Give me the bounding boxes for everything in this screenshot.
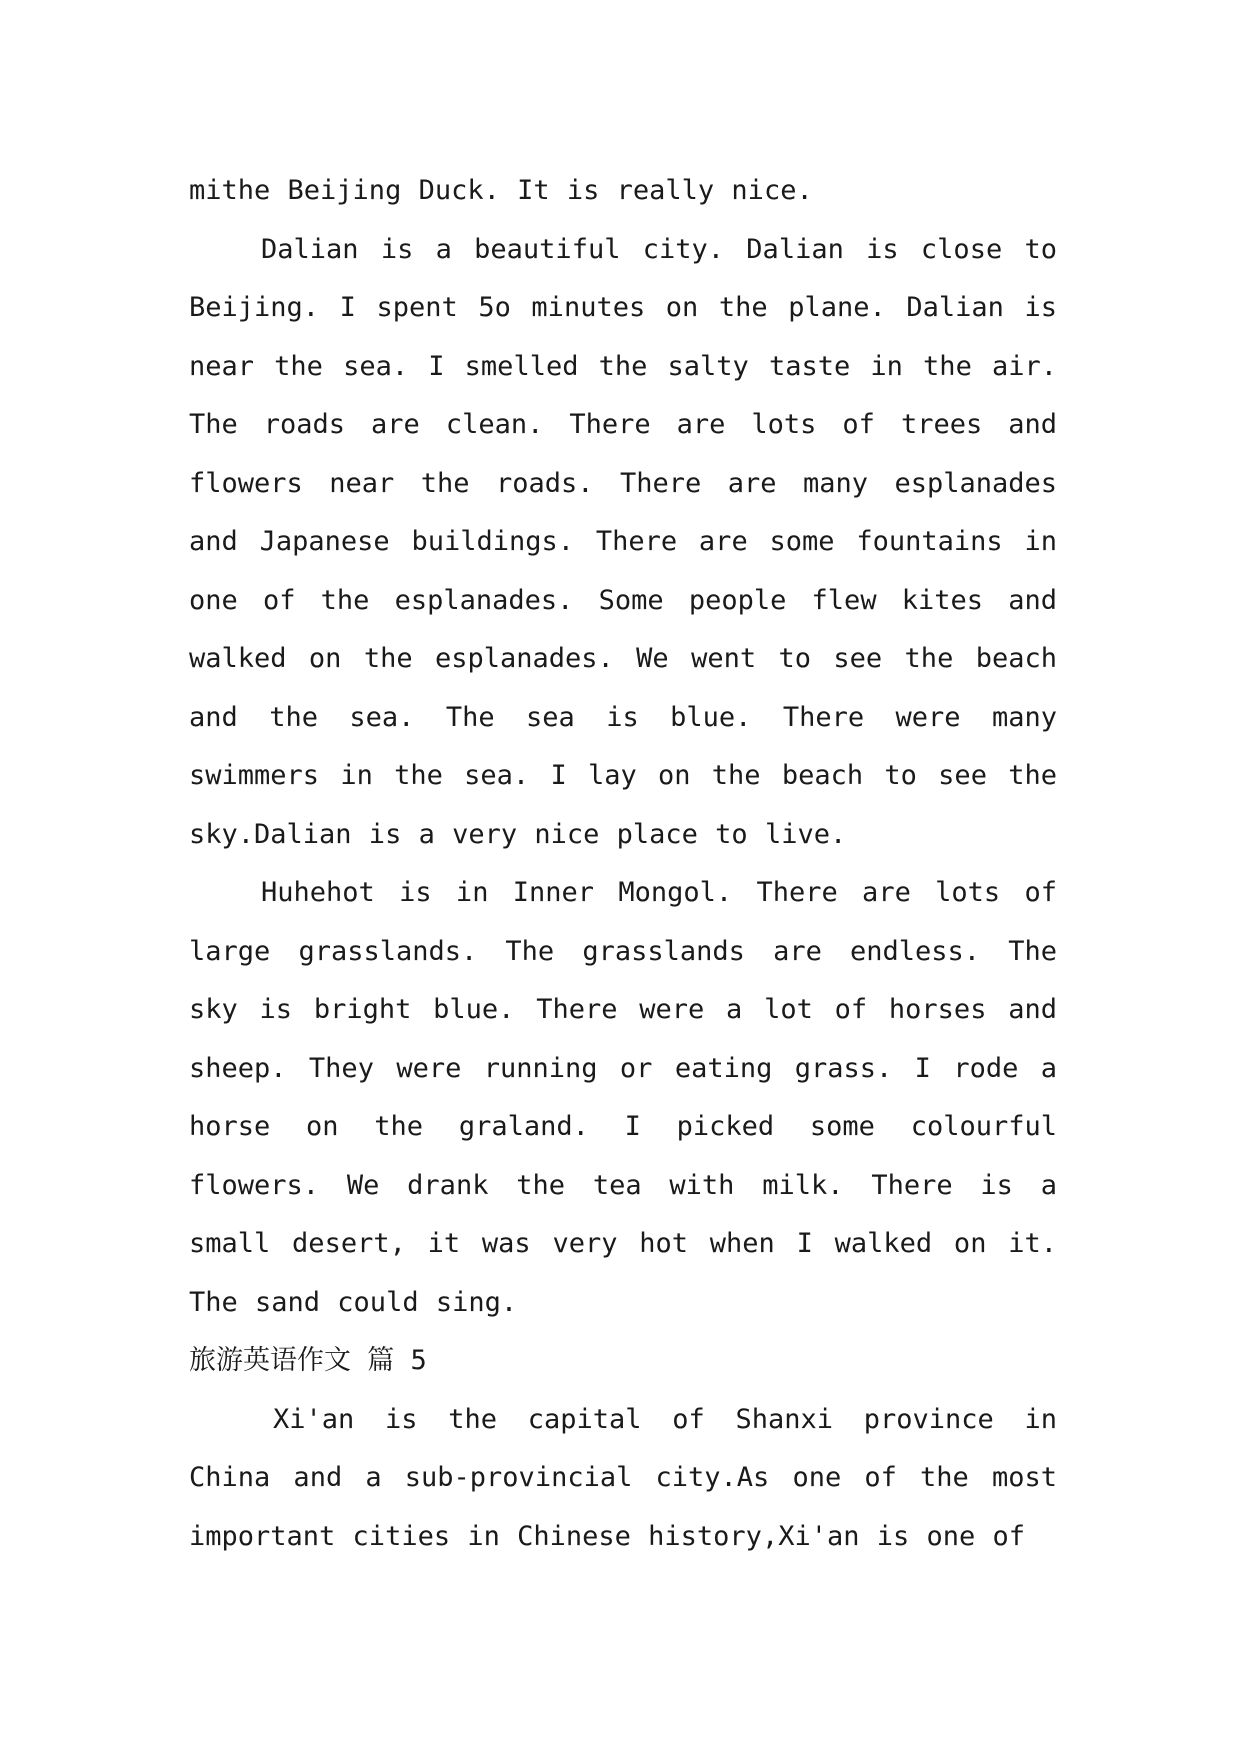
paragraph-dalian: Dalian is a beautiful city. Dalian is close to Beijing. I spent 5o minutes on the plane. Dalian is near the sea. I smelled the salty taste in the air. The roads are clean. There are lots of trees and flowers near the roads. There are many esplanades and Japanese buildings. There are some fountains in one of the esplanades. Some people flew kites and walked on the esplanades. We went to see the beach and the sea. The sea is blue. There were many swimmers in the sea. I lay on the beach to see the sky.Dalian is a very nice place to live. xyxy=(189,233,1057,850)
document-body xyxy=(189,162,1057,1566)
section-heading: 旅游英语作文 篇 5 xyxy=(189,1345,427,1376)
paragraph-huhehot: Huhehot is in Inner Mongol. There are lots of large grasslands. The grasslands are endless. The sky is bright blue. There were a lot of horses and sheep. They were running or eating grass. I rode a horse on the graland. I picked some colourful flowers. We drank the tea with milk. There is a small desert, it was very hot when I walked on it. The sand could sing. xyxy=(189,877,1057,1318)
paragraph-continuation: mithe Beijing Duck. It is really nice. xyxy=(189,175,813,206)
paragraph-xian: Xi'an is the capital of Shanxi province in China and a sub-provincial city.As one of the most important cities in Chinese history,Xi'an is one of xyxy=(189,1403,1057,1552)
